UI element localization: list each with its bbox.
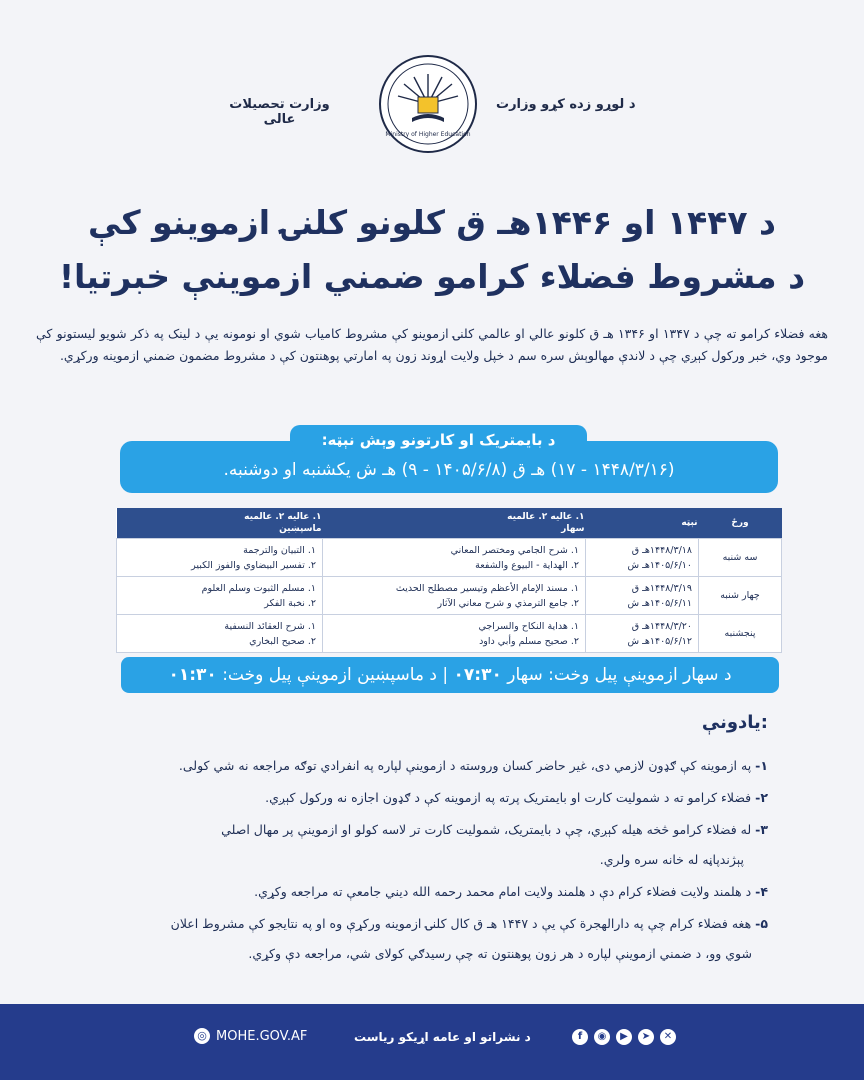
row-afternoon-subject2: ۲. نخبة الفكر xyxy=(264,597,316,609)
notes-title: يادونې: xyxy=(701,712,768,733)
header-afternoon: ۱. عاليه ۲. عالميه ماسپښين xyxy=(117,508,323,539)
note-continuation: شوي وو، د ضمني ازموينې لپاره د هر زون پوهنتون ته چې رسيدګي کولای شي، مراجعه دې وکړي. xyxy=(248,946,752,961)
note-number: ۵- xyxy=(755,916,768,931)
exam-start-times-bar xyxy=(121,657,779,693)
row-morning-subject2: ۲. الهداية - البيوع والشفعة xyxy=(475,559,579,571)
header-day: ورځ xyxy=(699,508,782,539)
note-item xyxy=(96,816,768,844)
department-name: د نشراتو او عامه اړيکو رياست xyxy=(354,1030,531,1044)
row-afternoon-subject1: ۱. مسلم الثبوت وسلم العلوم xyxy=(201,582,316,594)
telegram-icon[interactable]: ➤ xyxy=(638,1029,654,1045)
note-number: ۴- xyxy=(755,884,768,899)
page-title-line2: د مشروط فضلاء کرامو ضمني ازموينې خبرتيا! xyxy=(58,257,806,296)
row-date-hijri-qamari: ۱۴۴۸/۳/۲۰هـ ق xyxy=(631,620,692,632)
morning-start-time: ۰۷:۳۰ xyxy=(453,665,502,685)
ministry-seal xyxy=(376,52,480,156)
page-title-line1: د ۱۴۴۷ او ۱۴۴۶هـ ق کلونو کلنۍ ازموینو کې xyxy=(88,203,776,242)
distribution-dates-label: د بايمتريک او کارتونو وېش نېټه: xyxy=(290,425,587,455)
note-item xyxy=(96,910,768,938)
row-date-hijri-shamsi: ۱۴۰۵/۶/۱۲هـ ش xyxy=(627,635,692,647)
row-date-hijri-qamari: ۱۴۴۸/۳/۱۸هـ ق xyxy=(631,544,692,556)
header-morning: ۱. عاليه ۲. عالميه سهار xyxy=(323,508,586,539)
row-date-hijri-qamari: ۱۴۴۸/۳/۱۹هـ ق xyxy=(631,582,692,594)
afternoon-start-time: ۰۱:۳۰ xyxy=(168,665,217,685)
website-url: MOHE.GOV.AF xyxy=(216,1028,308,1044)
time-separator: | xyxy=(442,665,449,685)
row-morning-subject2: ۲. صحيح مسلم وأبي داود xyxy=(479,635,579,647)
note-text: هغه فضلاء کرام چې په دارالهجرة کې يې د ۱۴۴۷ هـ ق کال کلنۍ ازموينه ورکړې وه او په نتايجو کې مشروط اعلان xyxy=(170,916,752,931)
note-number: ۱- xyxy=(755,758,768,773)
afternoon-start-label: د ماسپښين ازموينې پيل وخت: xyxy=(222,665,437,685)
note-continuation: پېژندپاڼه له خانه سره ولري. xyxy=(599,852,744,867)
seal-text: Ministry of Higher Education xyxy=(385,131,471,138)
note-text: په ازموينه کې ګډون لازمي دی، غير حاضر کسان وروسته د ازموينې لپاره په انفرادي توګه مراجعه نه شي کولی. xyxy=(178,758,752,773)
instagram-icon[interactable]: ◉ xyxy=(594,1029,610,1045)
row-day: پنجشنبه xyxy=(699,615,782,653)
x-icon[interactable]: ✕ xyxy=(660,1029,676,1045)
table-row xyxy=(117,615,782,653)
ministry-name-dari: وزارت تحصیلات عالی xyxy=(229,97,330,127)
note-number: ۳- xyxy=(755,822,768,837)
globe-icon: ◎ xyxy=(194,1028,210,1044)
row-morning-subject1: ۱. شرح الجامي ومختصر المعاني xyxy=(450,544,579,556)
row-day: چهار شنبه xyxy=(699,577,782,615)
row-date-hijri-shamsi: ۱۴۰۵/۶/۱۱هـ ش xyxy=(627,597,692,609)
row-afternoon-subject1: ۱. التبيان والترجمة xyxy=(243,544,316,556)
youtube-icon[interactable]: ▶ xyxy=(616,1029,632,1045)
morning-start-label: د سهار ازموينې پيل وخت: سهار xyxy=(507,665,732,685)
note-item xyxy=(96,752,768,780)
row-morning-subject2: ۲. جامع الترمذي و شرح معاني الآثار xyxy=(437,597,579,609)
note-item xyxy=(96,784,768,812)
row-date-hijri-shamsi: ۱۴۰۵/۶/۱۰هـ ش xyxy=(627,559,692,571)
row-afternoon-subject2: ۲. تفسير البيضاوي والفوز الكبير xyxy=(191,559,316,571)
facebook-icon[interactable]: f xyxy=(572,1029,588,1045)
row-day: سه شنبه xyxy=(699,539,782,577)
note-text: فضلاء کرامو ته د شموليت کارت او بايمتريک پرته په ازموينه کې د ګډون اجازه نه ورکول کېږي. xyxy=(265,790,752,805)
table-row xyxy=(117,539,782,577)
note-item xyxy=(96,878,768,906)
table-row xyxy=(117,577,782,615)
note-text: د هلمند ولايت فضلاء کرام دې د هلمند ولايت امام محمد رحمه الله ديني جامعې ته مراجعه وکړي. xyxy=(254,884,752,899)
row-afternoon-subject1: ۱. شرح العقائد النسفية xyxy=(224,620,316,632)
intro-paragraph: هغه فضلاء کرامو ته چې د ۱۳۴۷ او ۱۳۴۶ هـ ق کلونو عالي او عالمي کلنۍ ازموينو کې مشروط کامياب شوي او نومونه يې د لينک په ذکر شويو ليستونو کې موجود وي، خبر ورکول کېږي چې د لاندې مهالوېش سره سم د خپل ولايت اړوند زون په امارتي پوهنتون کې د مشروط مضمون ضمني ازموينه ورکړي. xyxy=(36,326,829,363)
note-text: له فضلاء کرامو څخه هيله کېږي، چې د بايمتريک، شموليت کارت تر لاسه کولو او ازموينې پر مهال اصلي xyxy=(221,822,752,837)
note-number: ۲- xyxy=(755,790,768,805)
exam-schedule-table xyxy=(116,508,782,653)
row-morning-subject1: ۱. مسند الإمام الأعظم وتيسير مصطلح الحديث xyxy=(395,582,579,594)
ministry-name-pashto: د لوړو زده کړو وزارت xyxy=(496,97,636,112)
row-afternoon-subject2: ۲. صحيح البخاري xyxy=(249,635,316,647)
social-icons xyxy=(572,1029,676,1045)
website-link[interactable] xyxy=(194,1028,307,1044)
distribution-dates-banner: (۱۴۴۸/۳/۱۶ - ۱۷) هـ ق (۱۴۰۵/۶/۸ - ۹) هـ ش يکشنبه او دوشنبه. xyxy=(120,441,778,493)
header-date: نېټه xyxy=(586,508,699,539)
row-morning-subject1: ۱. هداية النكاح والسراجي xyxy=(478,620,579,632)
